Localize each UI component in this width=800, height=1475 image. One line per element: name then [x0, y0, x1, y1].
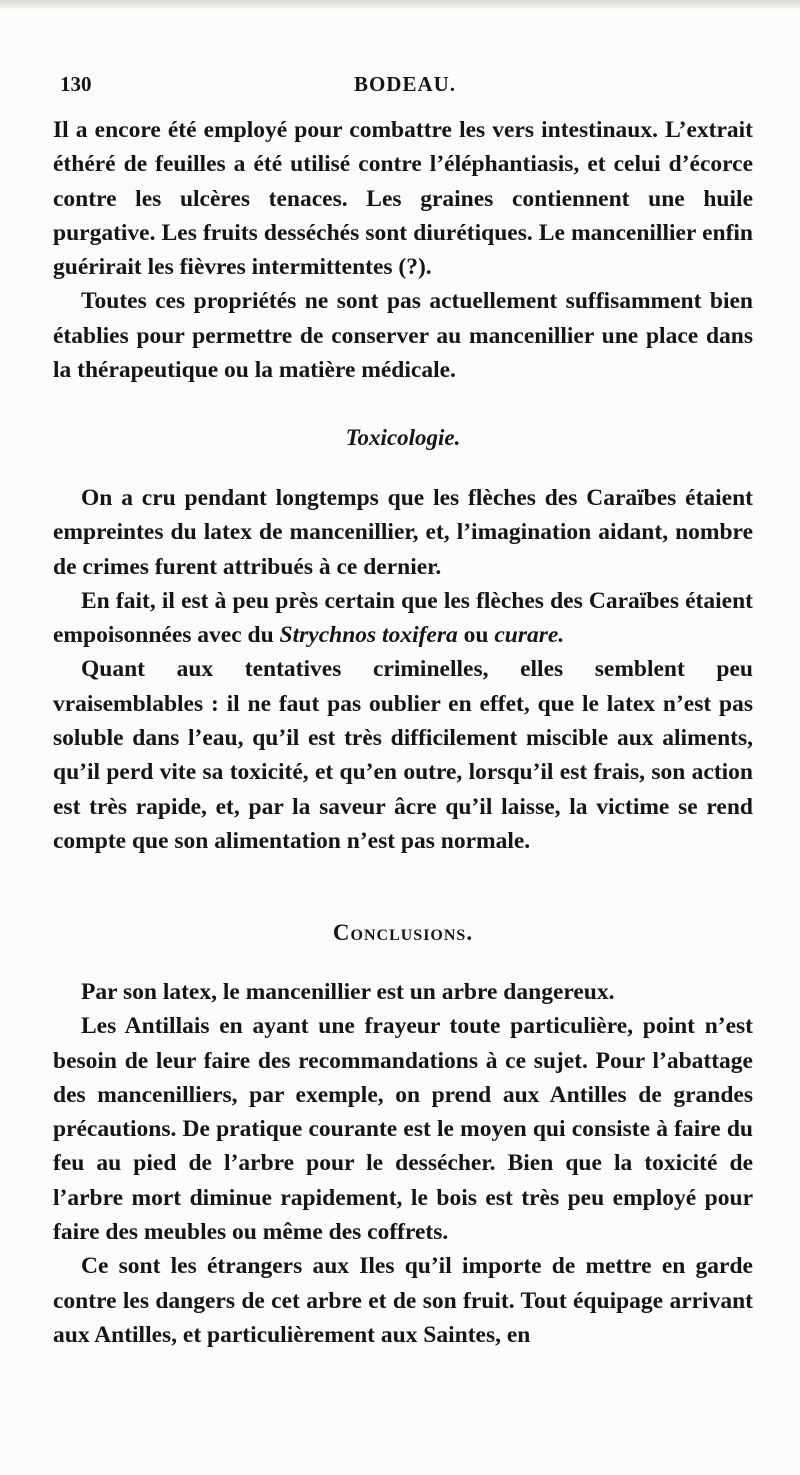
toxicologie-text-block: [53, 481, 753, 858]
section-heading-conclusions: Conclusions.: [332, 920, 474, 945]
page-edge-shadow: [0, 0, 800, 10]
paragraph: [53, 584, 753, 653]
paragraph: Par son latex, le mancenillier est un arbre dangereux.: [81, 979, 615, 1005]
paragraph: Quant aux tentatives criminelles, elles semblent peu vraisemblables : il ne faut pas oublier en effet, que le latex n’est pas soluble dans l’eau, qu’il est très difficilement miscible aux aliments, qu’il perd vite sa toxicité, et qu’en outre, lorsqu’il est frais, son action est très rapide, et, par la saveur âcre qu’il laisse, la victime se rend compte que son alimentation n’est pas normale.: [53, 656, 753, 854]
paragraph: Il a encore été employé pour combattre les vers intestinaux. L’extrait éthéré de feuilles a été utilisé contre l’éléphantiasis, et celui d’écorce contre les ulcères tenaces. Les graines contiennent une huile purgative. Les fruits desséchés sont diurétiques. Le mancenillier enfin guérirait les fièvres intermittentes (?).: [53, 117, 753, 281]
running-header: [60, 72, 750, 102]
running-title: BODEAU.: [353, 72, 457, 96]
conclusions-text-block: [53, 975, 753, 1352]
section-heading-toxicologie: Toxicologie.: [345, 425, 461, 450]
paragraph: Ce sont les étrangers aux Iles qu’il importe de mettre en garde contre les dangers de cet arbre et de son fruit. Tout équipage arrivant aux Antilles, et particulièrement aux Saintes, en: [53, 1253, 753, 1348]
paragraph-text: En fait, il est à peu près certain que les flèches des Caraïbes étaient empoisonnées avec du: [53, 587, 753, 649]
page-number: 130: [60, 72, 92, 96]
paragraph: Toutes ces propriétés ne sont pas actuellement suffisamment bien établies pour permettre de conserver au mancenillier une place dans la thérapeutique ou la matière médicale.: [53, 288, 753, 384]
curare-term: curare.: [494, 622, 565, 649]
paragraph: On a cru pendant longtemps que les flèches des Caraïbes étaient empreintes du latex de mancenillier, et, l’imagination aidant, nombre de crimes furent attribués à ce dernier.: [53, 485, 753, 580]
intro-text-block: [53, 113, 753, 387]
paragraph: Les Antillais en ayant une frayeur toute particulière, point n’est besoin de leur faire des recommandations à ce sujet. Pour l’abattage des mancenilliers, par exemple, on prend aux Antilles de grandes précautions. De pratique courante est le moyen qui consiste à faire du feu au pied de l’arbre pour le dessécher. Bien que la toxicité de l’arbre mort diminue rapidement, le bois est très peu employé pour faire des meubles ou même des coffrets.: [53, 1013, 753, 1246]
paragraph-text: ou: [457, 622, 495, 649]
species-name: Strychnos toxifera: [279, 622, 458, 649]
